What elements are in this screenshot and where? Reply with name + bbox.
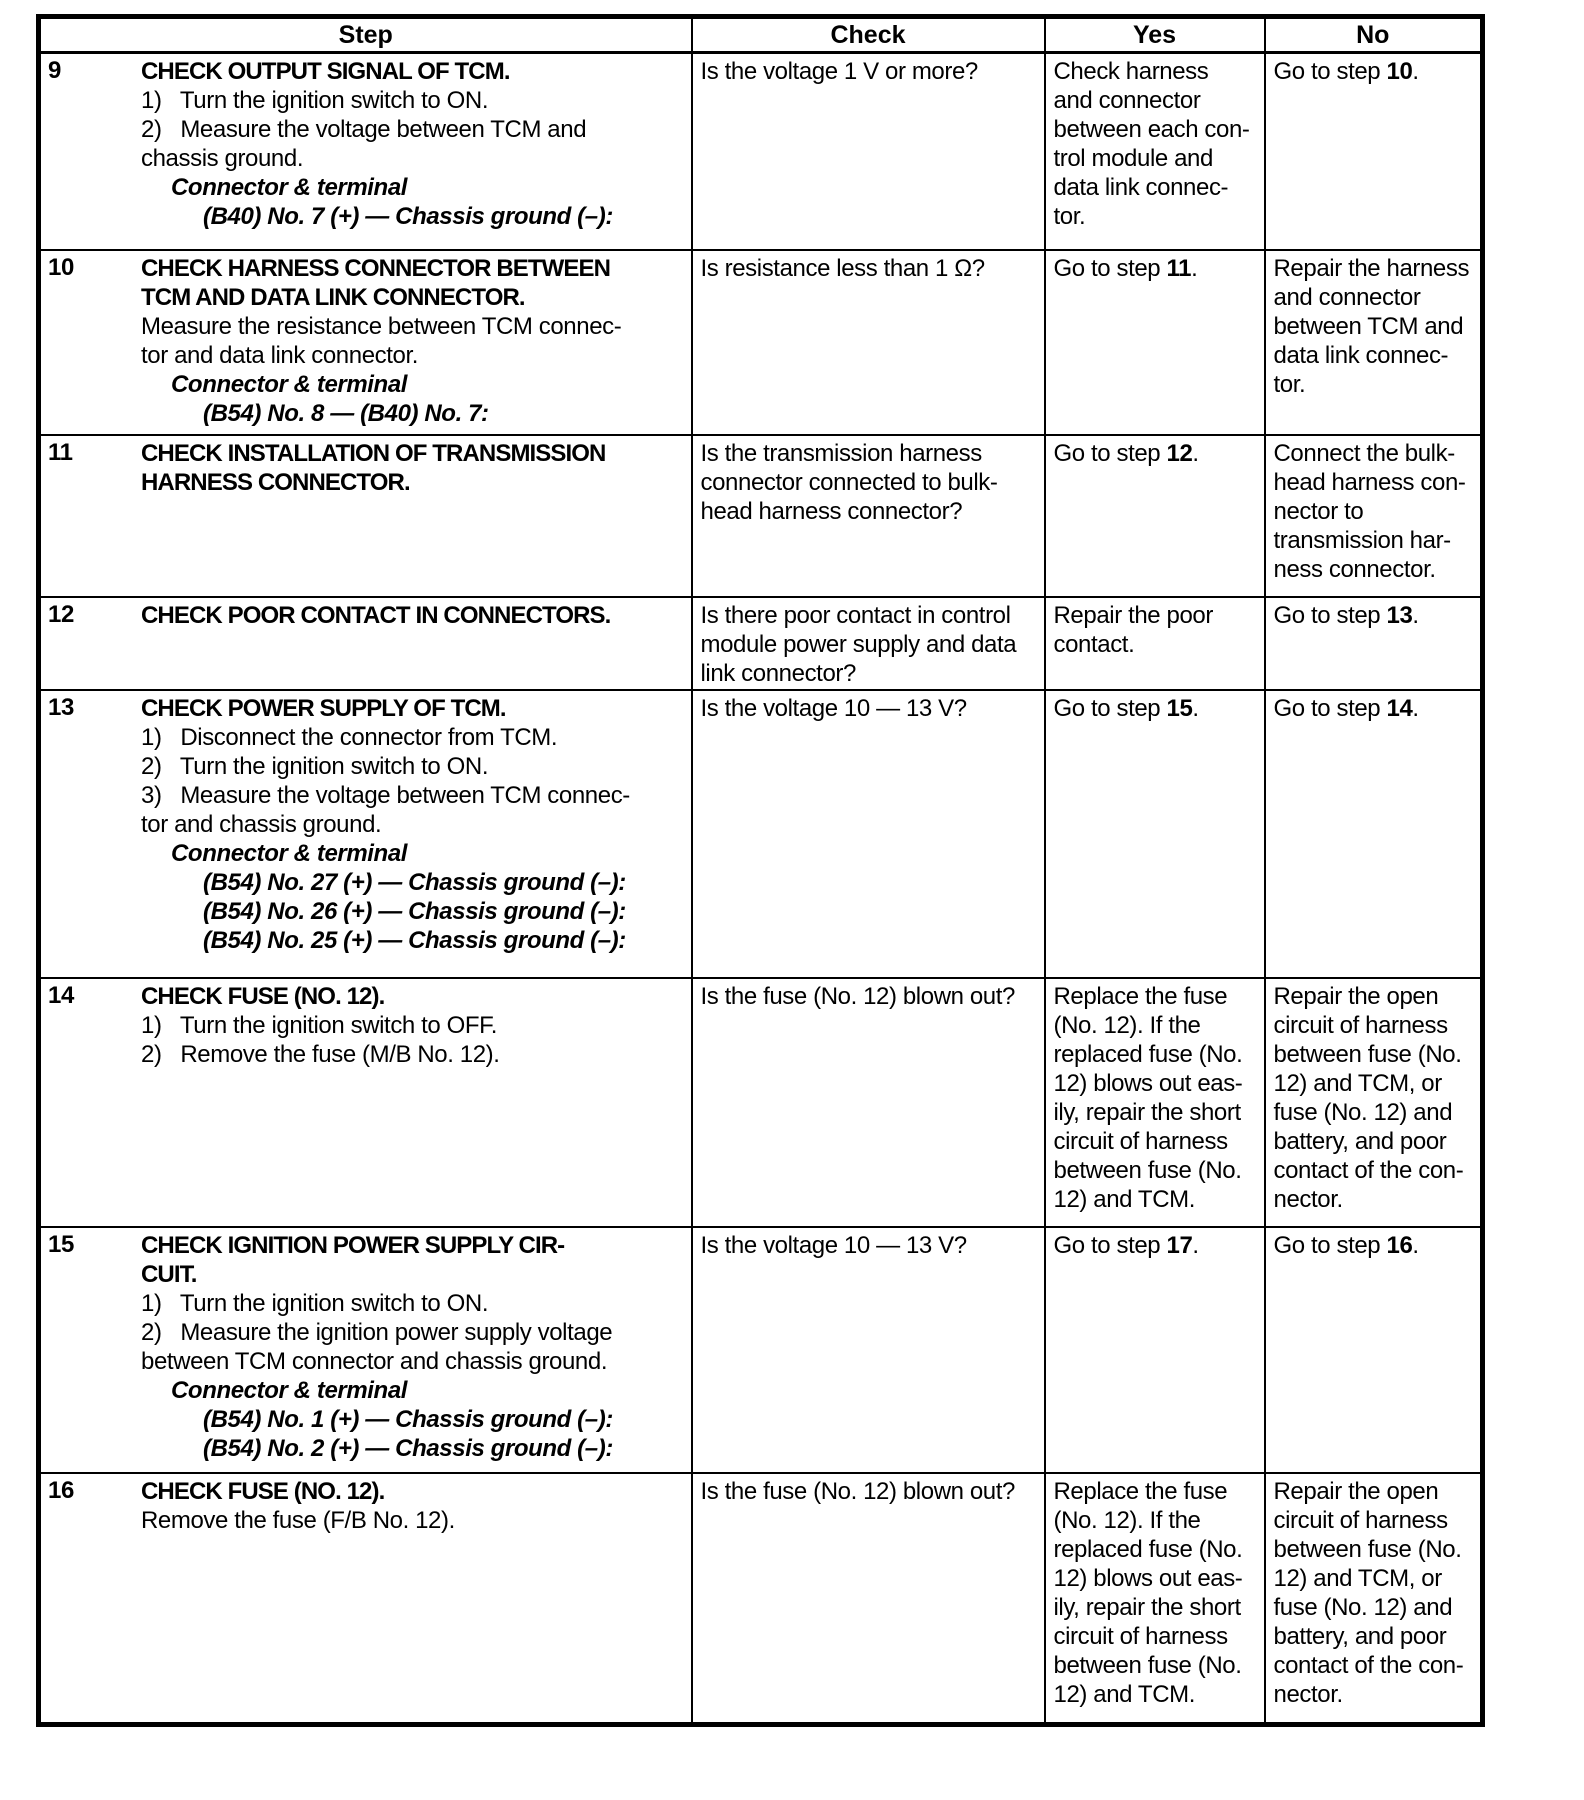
step-ref: 10: [1386, 58, 1413, 85]
no-line: [1274, 694, 1477, 723]
step-line: CHECK IGNITION POWER SUPPLY CIR-: [141, 1231, 565, 1259]
no-line: contact of the con-: [1273, 1651, 1464, 1679]
step-line: Connector & terminal: [171, 1376, 408, 1404]
step-line: chassis ground.: [141, 145, 304, 172]
yes-line: tor.: [1053, 203, 1086, 230]
step-ref: 11: [1166, 254, 1192, 282]
table-row: [39, 435, 1483, 597]
no-line: between fuse (No.: [1273, 1535, 1462, 1563]
no-line: tor.: [1273, 370, 1306, 398]
text-segment: .: [1412, 694, 1419, 722]
text-segment: Go to step: [1273, 58, 1387, 85]
yes-line: between fuse (No.: [1053, 1651, 1242, 1679]
yes-line: contact.: [1053, 630, 1135, 658]
yes-cell: [1045, 435, 1265, 597]
check-cell: [692, 1227, 1045, 1473]
step-number: 11: [48, 438, 73, 466]
step-cell: [39, 250, 692, 435]
text-segment: Go to step: [1273, 694, 1387, 722]
no-line: battery, and poor: [1273, 1622, 1447, 1650]
yes-line: [1054, 1231, 1260, 1260]
yes-line: Replace the fuse: [1053, 1477, 1228, 1505]
yes-line: between each con-: [1053, 116, 1250, 143]
yes-cell: [1045, 53, 1265, 250]
step-description: [141, 601, 687, 630]
table-row: [39, 690, 1483, 978]
step-line: 2) Remove the fuse (M/B No. 12).: [141, 1040, 500, 1068]
step-number: 14: [48, 981, 74, 1009]
check-line: Is the fuse (No. 12) blown out?: [700, 982, 1015, 1010]
table-row: [39, 1473, 1483, 1725]
step-line: between TCM connector and chassis ground.: [141, 1347, 608, 1375]
no-cell: [1265, 597, 1483, 690]
step-line: tor and chassis ground.: [141, 810, 382, 838]
step-cell: [39, 978, 692, 1227]
check-line: connector connected to bulk-: [700, 468, 998, 496]
check-cell: [692, 53, 1045, 250]
step-number: 10: [48, 253, 74, 281]
no-line: Repair the open: [1273, 1477, 1439, 1505]
yes-line: circuit of harness: [1053, 1622, 1228, 1650]
check-line: Is the voltage 10 — 13 V?: [700, 694, 967, 722]
step-line: Connector & terminal: [171, 370, 408, 398]
yes-cell: [1045, 250, 1265, 435]
step-line: CHECK OUTPUT SIGNAL OF TCM.: [141, 58, 510, 85]
no-cell: [1265, 53, 1483, 250]
step-line: CHECK HARNESS CONNECTOR BETWEEN: [141, 254, 611, 282]
check-cell-content: [701, 601, 1040, 688]
step-line: Connector & terminal: [171, 174, 408, 201]
no-cell: [1265, 250, 1483, 435]
no-cell-content: [1274, 982, 1477, 1214]
no-cell: [1265, 1473, 1483, 1725]
table-row: [39, 53, 1483, 250]
no-line: [1274, 57, 1477, 86]
no-line: and connector: [1273, 283, 1421, 311]
yes-cell: [1045, 978, 1265, 1227]
yes-line: data link connec-: [1053, 174, 1229, 201]
no-line: contact of the con-: [1273, 1156, 1464, 1184]
no-cell-content: [1274, 254, 1477, 399]
text-segment: Go to step: [1053, 694, 1167, 722]
yes-cell: [1045, 690, 1265, 978]
step-line: TCM AND DATA LINK CONNECTOR.: [141, 283, 525, 311]
check-line: Is the voltage 1 V or more?: [700, 58, 978, 85]
yes-line: 12) and TCM.: [1053, 1185, 1195, 1213]
step-line: 3) Measure the voltage between TCM connec-: [141, 781, 630, 809]
check-cell: [692, 435, 1045, 597]
check-line: Is the transmission harness: [700, 439, 982, 467]
no-line: [1274, 1231, 1477, 1260]
yes-line: (No. 12). If the: [1053, 1011, 1201, 1039]
yes-cell-content: [1054, 57, 1260, 231]
check-cell-content: [701, 1231, 1040, 1260]
no-cell: [1265, 1227, 1483, 1473]
step-line: Measure the resistance between TCM connec-: [141, 312, 622, 340]
no-line: Repair the harness: [1273, 254, 1470, 282]
step-cell: [39, 1473, 692, 1725]
no-cell-content: [1274, 57, 1477, 86]
column-header-yes: Yes: [1045, 17, 1265, 53]
yes-line: between fuse (No.: [1053, 1156, 1242, 1184]
yes-line: 12) and TCM.: [1053, 1680, 1195, 1708]
text-segment: .: [1412, 1231, 1419, 1259]
yes-line: [1054, 254, 1260, 283]
check-cell-content: [701, 254, 1040, 283]
check-cell-content: [701, 1477, 1040, 1506]
text-segment: .: [1192, 439, 1199, 467]
yes-cell-content: [1054, 439, 1260, 468]
step-line: (B54) No. 26 (+) — Chassis ground (–):: [203, 897, 626, 925]
yes-cell-content: [1054, 1231, 1260, 1260]
table-body: [39, 53, 1483, 1725]
yes-cell-content: [1054, 694, 1260, 723]
table-row: [39, 597, 1483, 690]
step-line: 2) Turn the ignition switch to ON.: [141, 752, 489, 780]
table-row: [39, 1227, 1483, 1473]
step-line: CHECK POWER SUPPLY OF TCM.: [141, 694, 506, 722]
no-cell-content: [1274, 439, 1477, 584]
step-line: CHECK FUSE (NO. 12).: [141, 982, 385, 1010]
step-line: CHECK INSTALLATION OF TRANSMISSION: [141, 439, 606, 467]
yes-line: 12) blows out eas-: [1053, 1564, 1243, 1592]
text-segment: .: [1191, 254, 1198, 282]
step-description: [141, 1477, 687, 1535]
yes-cell-content: [1054, 254, 1260, 283]
step-line: 1) Turn the ignition switch to OFF.: [141, 1011, 498, 1039]
yes-line: 12) blows out eas-: [1053, 1069, 1243, 1097]
no-line: battery, and poor: [1273, 1127, 1447, 1155]
no-line: circuit of harness: [1273, 1506, 1448, 1534]
column-header-step: Step: [39, 17, 692, 53]
step-line: Connector & terminal: [171, 839, 408, 867]
table-row: [39, 250, 1483, 435]
yes-line: replaced fuse (No.: [1053, 1535, 1243, 1563]
step-description: [141, 694, 687, 955]
check-line: link connector?: [700, 659, 856, 687]
no-line: circuit of harness: [1273, 1011, 1448, 1039]
column-header-no: No: [1265, 17, 1483, 53]
step-description: [141, 254, 687, 428]
no-line: 12) and TCM, or: [1273, 1564, 1442, 1592]
no-line: fuse (No. 12) and: [1273, 1593, 1453, 1621]
step-line: 1) Disconnect the connector from TCM.: [141, 723, 558, 751]
text-segment: .: [1192, 1231, 1199, 1259]
step-line: CUIT.: [141, 1260, 197, 1288]
step-line: 2) Measure the voltage between TCM and: [141, 116, 587, 143]
step-line: (B54) No. 2 (+) — Chassis ground (–):: [203, 1434, 613, 1462]
yes-line: replaced fuse (No.: [1053, 1040, 1243, 1068]
yes-line: [1054, 439, 1260, 468]
step-cell: [39, 597, 692, 690]
yes-cell: [1045, 1227, 1265, 1473]
yes-cell: [1045, 597, 1265, 690]
step-number: 16: [48, 1476, 74, 1504]
no-cell-content: [1274, 694, 1477, 723]
yes-line: [1054, 694, 1260, 723]
yes-cell-content: [1054, 601, 1260, 659]
step-line: (B54) No. 27 (+) — Chassis ground (–):: [203, 868, 626, 896]
no-cell: [1265, 978, 1483, 1227]
check-line: Is resistance less than 1 Ω?: [700, 254, 985, 282]
text-segment: Go to step: [1273, 601, 1387, 629]
yes-line: trol module and: [1053, 145, 1213, 172]
step-description: [141, 982, 687, 1069]
no-line: Connect the bulk-: [1273, 439, 1455, 467]
text-segment: .: [1412, 58, 1419, 85]
yes-line: ily, repair the short: [1053, 1593, 1241, 1621]
yes-line: circuit of harness: [1053, 1127, 1228, 1155]
yes-line: ily, repair the short: [1053, 1098, 1241, 1126]
step-number: 12: [48, 600, 74, 628]
column-header-check: Check: [692, 17, 1045, 53]
step-description: [141, 57, 687, 231]
step-description: [141, 1231, 687, 1463]
no-line: nector to: [1273, 497, 1364, 525]
step-line: Remove the fuse (F/B No. 12).: [141, 1506, 455, 1534]
no-line: [1274, 601, 1477, 630]
check-cell: [692, 597, 1045, 690]
step-line: (B54) No. 1 (+) — Chassis ground (–):: [203, 1405, 613, 1433]
check-line: Is there poor contact in control: [700, 601, 1011, 629]
step-number: 15: [48, 1230, 74, 1258]
yes-cell-content: [1054, 1477, 1260, 1709]
check-line: head harness connector?: [700, 497, 963, 525]
step-line: 1) Turn the ignition switch to ON.: [141, 87, 489, 114]
step-line: (B54) No. 8 — (B40) No. 7:: [203, 399, 489, 427]
check-line: module power supply and data: [700, 630, 1017, 658]
step-line: CHECK FUSE (NO. 12).: [141, 1477, 385, 1505]
step-ref: 14: [1386, 694, 1413, 722]
no-line: nector.: [1273, 1185, 1343, 1213]
step-cell: [39, 53, 692, 250]
yes-line: Repair the poor: [1053, 601, 1213, 629]
check-cell: [692, 1473, 1045, 1725]
step-line: HARNESS CONNECTOR.: [141, 468, 410, 496]
check-cell-content: [701, 57, 1040, 86]
step-number: 9: [48, 57, 61, 84]
yes-cell-content: [1054, 982, 1260, 1214]
step-number: 13: [48, 693, 74, 721]
no-cell: [1265, 690, 1483, 978]
step-line: (B54) No. 25 (+) — Chassis ground (–):: [203, 926, 626, 954]
step-line: tor and data link connector.: [141, 341, 418, 369]
check-cell-content: [701, 439, 1040, 526]
no-line: 12) and TCM, or: [1273, 1069, 1442, 1097]
text-segment: .: [1192, 694, 1199, 722]
text-segment: Go to step: [1273, 1231, 1387, 1259]
step-ref: 15: [1166, 694, 1193, 722]
diagnostic-table: [36, 14, 1485, 1727]
no-line: nector.: [1273, 1680, 1343, 1708]
no-line: transmission har-: [1273, 526, 1451, 554]
yes-line: Replace the fuse: [1053, 982, 1228, 1010]
text-segment: Go to step: [1053, 1231, 1167, 1259]
check-line: Is the voltage 10 — 13 V?: [700, 1231, 967, 1259]
step-line: 1) Turn the ignition switch to ON.: [141, 1289, 489, 1317]
check-line: Is the fuse (No. 12) blown out?: [700, 1477, 1015, 1505]
no-line: between fuse (No.: [1273, 1040, 1462, 1068]
text-segment: .: [1412, 601, 1419, 629]
step-ref: 12: [1166, 439, 1193, 467]
check-cell-content: [701, 982, 1040, 1011]
no-cell-content: [1274, 1231, 1477, 1260]
step-cell: [39, 1227, 692, 1473]
header-row: [39, 17, 1483, 53]
text-segment: Go to step: [1053, 254, 1167, 282]
yes-cell: [1045, 1473, 1265, 1725]
step-description: [141, 439, 687, 497]
no-line: ness connector.: [1273, 555, 1436, 583]
yes-line: Check harness: [1053, 58, 1209, 85]
check-cell: [692, 978, 1045, 1227]
step-cell: [39, 690, 692, 978]
no-cell: [1265, 435, 1483, 597]
no-line: fuse (No. 12) and: [1273, 1098, 1453, 1126]
no-line: Repair the open: [1273, 982, 1439, 1010]
step-line: 2) Measure the ignition power supply voltage: [141, 1318, 613, 1346]
step-line: (B40) No. 7 (+) — Chassis ground (–):: [203, 203, 613, 230]
step-ref: 17: [1166, 1231, 1193, 1259]
no-line: between TCM and: [1273, 312, 1464, 340]
no-cell-content: [1274, 1477, 1477, 1709]
step-line: CHECK POOR CONTACT IN CONNECTORS.: [141, 601, 611, 629]
table-row: [39, 978, 1483, 1227]
no-line: head harness con-: [1273, 468, 1466, 496]
step-ref: 13: [1386, 601, 1413, 629]
yes-line: (No. 12). If the: [1053, 1506, 1201, 1534]
no-cell-content: [1274, 601, 1477, 630]
step-cell: [39, 435, 692, 597]
step-ref: 16: [1386, 1231, 1413, 1259]
check-cell: [692, 250, 1045, 435]
yes-line: and connector: [1053, 87, 1201, 114]
check-cell-content: [701, 694, 1040, 723]
text-segment: Go to step: [1053, 439, 1167, 467]
no-line: data link connec-: [1273, 341, 1449, 369]
check-cell: [692, 690, 1045, 978]
